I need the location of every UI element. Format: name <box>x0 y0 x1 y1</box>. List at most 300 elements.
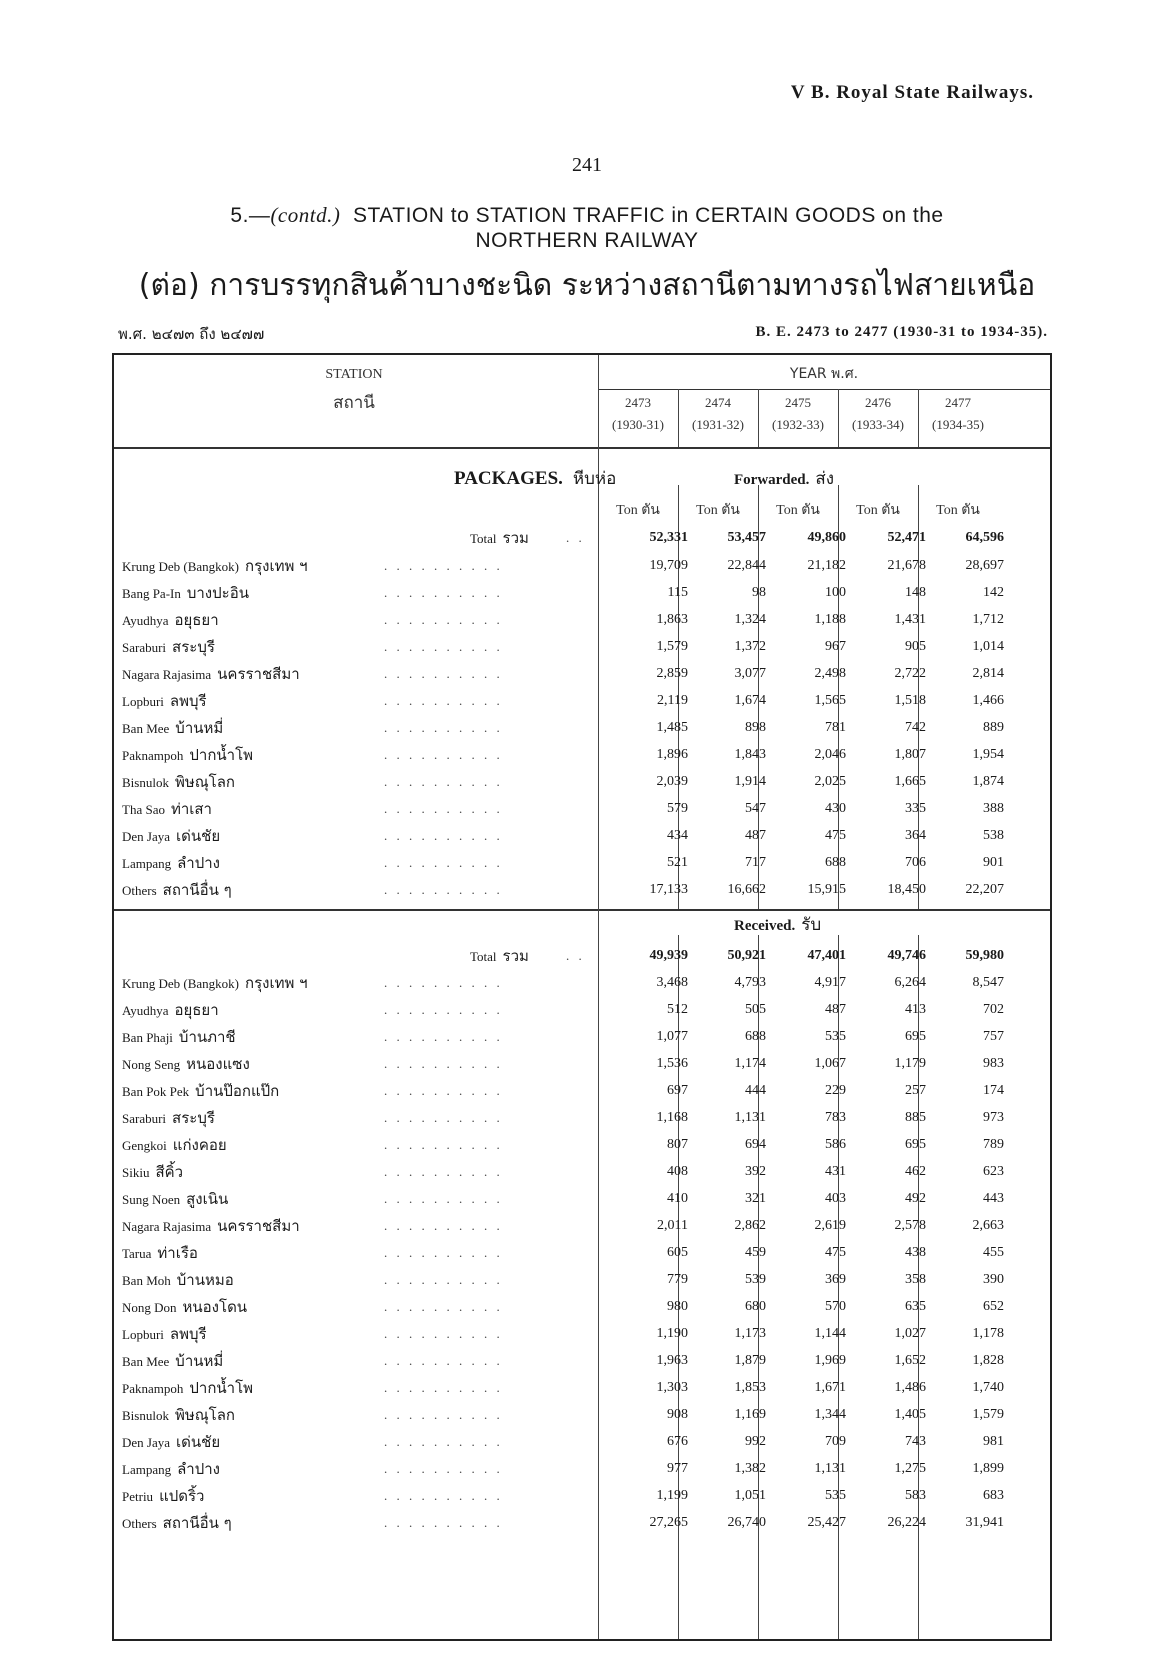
station-name-th: แปดริ้ว <box>159 1487 205 1505</box>
value-cell: 688 <box>745 1029 766 1044</box>
station-name-en: Saraburi <box>122 1111 167 1126</box>
year-be: 2474 <box>705 395 731 410</box>
leader-dots: . . . . . . . . . . <box>384 1326 503 1341</box>
station-name-th: เด่นชัย <box>176 1433 221 1451</box>
leader-dots: . . . . . . . . . . <box>384 1353 503 1368</box>
value-cell: 779 <box>667 1272 688 1287</box>
value-cell: 1,914 <box>734 774 766 789</box>
value-cell: 15,915 <box>807 882 846 897</box>
value-cell: 697 <box>667 1083 688 1098</box>
leader-dots: . . . . . . . . . . <box>384 1056 503 1071</box>
value-cell: 27,265 <box>649 1515 688 1530</box>
value-cell: 25,427 <box>807 1515 846 1530</box>
station-name-th: สระบุรี <box>172 638 215 656</box>
unit-label: Ton ตัน <box>616 503 660 518</box>
station-name-en: Paknampoh <box>122 748 184 763</box>
unit-label: Ton ตัน <box>856 503 900 518</box>
value-cell: 1,131 <box>734 1110 766 1125</box>
station-name <box>122 1458 220 1480</box>
value-cell: 512 <box>667 1002 688 1017</box>
value-cell: 898 <box>745 720 766 735</box>
station-name-th: ท่าเสา <box>170 800 212 818</box>
year-header: YEAR พ.ศ. <box>789 366 859 382</box>
total-cell: 50,921 <box>727 948 766 963</box>
packages-label-en: PACKAGES. <box>454 468 563 489</box>
received-section-label <box>734 911 821 938</box>
total-cell: 49,939 <box>649 948 688 963</box>
station-name-en: Sikiu <box>122 1165 150 1180</box>
value-cell: 1,188 <box>814 612 846 627</box>
total-label-en: Total <box>470 949 497 964</box>
station-name-en: Lampang <box>122 856 172 871</box>
leader-dots: . . . . . . . . . . <box>384 1137 503 1152</box>
value-cell: 980 <box>667 1299 688 1314</box>
value-cell: 487 <box>825 1002 846 1017</box>
value-cell: 908 <box>667 1407 688 1422</box>
leader-dots: . . . . . . . . . . <box>384 1029 503 1044</box>
value-cell: 1,518 <box>894 693 926 708</box>
year-be: 2473 <box>625 395 651 410</box>
value-cell: 1,740 <box>972 1380 1004 1395</box>
station-name-th: สถานีอื่น ๆ <box>162 1514 232 1532</box>
station-name <box>122 1026 236 1048</box>
total-label <box>470 527 529 549</box>
total-dots: . . <box>566 948 585 963</box>
value-cell: 623 <box>983 1164 1004 1179</box>
forwarded-section-label <box>734 465 834 492</box>
total-cell: 64,596 <box>965 530 1004 545</box>
value-cell: 535 <box>825 1029 846 1044</box>
station-name-th: นครราชสีมา <box>217 1217 300 1235</box>
value-cell: 392 <box>745 1164 766 1179</box>
value-cell: 115 <box>667 585 688 600</box>
leader-dots: . . . . . . . . . . <box>384 720 503 735</box>
station-name-th: บ้านภาชี <box>178 1028 236 1046</box>
value-cell: 521 <box>667 855 688 870</box>
value-cell: 2,498 <box>814 666 846 681</box>
value-cell: 1,899 <box>972 1461 1004 1476</box>
value-cell: 652 <box>983 1299 1004 1314</box>
value-cell: 18,450 <box>887 882 926 897</box>
station-name-th: พิษณุโลก <box>174 773 235 791</box>
value-cell: 1,169 <box>734 1407 766 1422</box>
value-cell: 21,678 <box>887 558 926 573</box>
value-cell: 492 <box>905 1191 926 1206</box>
value-cell: 26,740 <box>727 1515 766 1530</box>
station-name-th: ลพบุรี <box>169 1325 207 1343</box>
leader-dots: . . . . . . . . . . <box>384 1380 503 1395</box>
station-name <box>122 798 212 820</box>
station-name <box>122 1242 198 1264</box>
value-cell: 21,182 <box>807 558 846 573</box>
value-cell: 22,844 <box>727 558 766 573</box>
station-name <box>122 972 308 994</box>
value-cell: 1,843 <box>734 747 766 762</box>
value-cell: 1,828 <box>972 1353 1004 1368</box>
received-label-en: Received. <box>734 918 796 934</box>
leader-dots: . . . . . . . . . . <box>384 1083 503 1098</box>
station-name-en: Nong Seng <box>122 1057 181 1072</box>
value-cell: 17,133 <box>649 882 688 897</box>
station-name-en: Krung Deb (Bangkok) <box>122 559 239 574</box>
station-name-en: Gengkoi <box>122 1138 167 1153</box>
total-label-th: รวม <box>502 947 529 965</box>
station-name-th: พิษณุโลก <box>174 1406 235 1424</box>
station-name-en: Ban Pok Pek <box>122 1084 190 1099</box>
running-head: V B. Royal State Railways. <box>790 82 1034 103</box>
value-cell: 789 <box>983 1137 1004 1152</box>
value-cell: 462 <box>905 1164 926 1179</box>
value-cell: 2,814 <box>972 666 1004 681</box>
station-name-en: Ban Mee <box>122 1354 170 1369</box>
value-cell: 889 <box>983 720 1004 735</box>
leader-dots: . . . . . . . . . . <box>384 639 503 654</box>
unit-label: Ton ตัน <box>936 503 980 518</box>
value-cell: 1,199 <box>656 1488 688 1503</box>
station-name <box>122 1377 253 1399</box>
station-name-th: สูงเนิน <box>186 1190 229 1208</box>
value-cell: 605 <box>667 1245 688 1260</box>
received-label-th: รับ <box>801 915 822 935</box>
station-name <box>122 1215 300 1237</box>
value-cell: 743 <box>905 1434 926 1449</box>
value-cell: 2,663 <box>972 1218 1004 1233</box>
value-cell: 1,051 <box>734 1488 766 1503</box>
value-cell: 3,077 <box>734 666 766 681</box>
total-cell: 59,980 <box>965 948 1004 963</box>
value-cell: 431 <box>825 1164 846 1179</box>
value-cell: 1,674 <box>734 693 766 708</box>
value-cell: 1,344 <box>814 1407 846 1422</box>
station-name <box>122 609 219 631</box>
station-name <box>122 1350 223 1372</box>
station-name-en: Lopburi <box>122 694 164 709</box>
station-name <box>122 1188 228 1210</box>
value-cell: 31,941 <box>965 1515 1004 1530</box>
station-name-en: Nagara Rajasima <box>122 667 212 682</box>
station-name-th: เด่นชัย <box>176 827 221 845</box>
unit-label: Ton ตัน <box>696 503 740 518</box>
value-cell: 583 <box>905 1488 926 1503</box>
value-cell: 981 <box>983 1434 1004 1449</box>
station-name-th: ลำปาง <box>177 854 220 872</box>
title-contd: (contd.) <box>270 203 341 227</box>
total-cell: 52,471 <box>887 530 926 545</box>
value-cell: 1,303 <box>656 1380 688 1395</box>
value-cell: 410 <box>667 1191 688 1206</box>
total-cell: 49,746 <box>887 948 926 963</box>
leader-dots: . . . . . . . . . . <box>384 1515 503 1530</box>
value-cell: 676 <box>667 1434 688 1449</box>
station-name-th: อยุธยา <box>174 1001 219 1019</box>
value-cell: 547 <box>745 801 766 816</box>
value-cell: 3,468 <box>656 975 688 990</box>
station-name-th: หนองโดน <box>182 1298 248 1316</box>
value-cell: 1,174 <box>734 1056 766 1071</box>
station-name-en: Bang Pa-In <box>122 586 181 601</box>
station-name <box>122 636 215 658</box>
station-name-en: Tarua <box>122 1246 152 1261</box>
value-cell: 443 <box>983 1191 1004 1206</box>
value-cell: 1,874 <box>972 774 1004 789</box>
station-name <box>122 1053 250 1075</box>
leader-dots: . . . . . . . . . . <box>384 1110 503 1125</box>
leader-dots: . . . . . . . . . . <box>384 612 503 627</box>
title-english-line-1 <box>0 203 1174 228</box>
station-name-th: ท่าเรือ <box>157 1244 198 1262</box>
value-cell: 408 <box>667 1164 688 1179</box>
value-cell: 783 <box>825 1110 846 1125</box>
station-name <box>122 825 220 847</box>
value-cell: 100 <box>825 585 846 600</box>
station-name <box>122 582 249 604</box>
value-cell: 807 <box>667 1137 688 1152</box>
subtitle-english: B. E. 2473 to 2477 (1930-31 to 1934-35). <box>755 324 1048 340</box>
value-cell: 1,178 <box>972 1326 1004 1341</box>
value-cell: 1,144 <box>814 1326 846 1341</box>
leader-dots: . . . . . . . . . . <box>384 1218 503 1233</box>
station-name <box>122 690 207 712</box>
value-cell: 742 <box>905 720 926 735</box>
value-cell: 1,652 <box>894 1353 926 1368</box>
value-cell: 1,486 <box>894 1380 926 1395</box>
value-cell: 570 <box>825 1299 846 1314</box>
year-ce: (1931-32) <box>692 417 744 432</box>
value-cell: 335 <box>905 801 926 816</box>
header-bottom-rule <box>114 447 1050 449</box>
value-cell: 459 <box>745 1245 766 1260</box>
leader-dots: . . . . . . . . . . <box>384 1407 503 1422</box>
value-cell: 695 <box>905 1029 926 1044</box>
value-cell: 438 <box>905 1245 926 1260</box>
value-cell: 1,963 <box>656 1353 688 1368</box>
leader-dots: . . . . . . . . . . <box>384 882 503 897</box>
station-name <box>122 1323 207 1345</box>
leader-dots: . . . . . . . . . . <box>384 1434 503 1449</box>
value-cell: 535 <box>825 1488 846 1503</box>
year-ce: (1932-33) <box>772 417 824 432</box>
value-cell: 19,709 <box>649 558 688 573</box>
station-name-en: Ban Mee <box>122 721 170 736</box>
station-name-en: Ban Moh <box>122 1273 171 1288</box>
forwarded-label-th: ส่ง <box>815 469 835 489</box>
value-cell: 538 <box>983 828 1004 843</box>
value-cell: 2,859 <box>656 666 688 681</box>
station-name-en: Den Jaya <box>122 1435 171 1450</box>
year-be: 2475 <box>785 395 811 410</box>
station-name <box>122 663 300 685</box>
station-name-en: Petriu <box>122 1489 154 1504</box>
year-ce: (1934-35) <box>932 417 984 432</box>
value-cell: 757 <box>983 1029 1004 1044</box>
leader-dots: . . . . . . . . . . <box>384 1461 503 1476</box>
value-cell: 1,190 <box>656 1326 688 1341</box>
station-name <box>122 999 219 1021</box>
station-name-th: หนองแซง <box>186 1055 250 1073</box>
station-name-en: Krung Deb (Bangkok) <box>122 976 239 991</box>
value-cell: 1,671 <box>814 1380 846 1395</box>
value-cell: 1,879 <box>734 1353 766 1368</box>
station-name-th: ลำปาง <box>177 1460 220 1478</box>
value-cell: 257 <box>905 1083 926 1098</box>
station-name-en: Bisnulok <box>122 775 169 790</box>
value-cell: 1,712 <box>972 612 1004 627</box>
station-name <box>122 1431 220 1453</box>
station-name <box>122 1485 204 1507</box>
station-name-th: สถานีอื่น ๆ <box>162 881 232 899</box>
leader-dots: . . . . . . . . . . <box>384 1164 503 1179</box>
station-name <box>122 1404 235 1426</box>
station-name-th: บ้านหมี่ <box>175 1352 224 1370</box>
value-cell: 2,619 <box>814 1218 846 1233</box>
section-divider-rule <box>114 909 1050 911</box>
value-cell: 8,547 <box>972 975 1004 990</box>
value-cell: 781 <box>825 720 846 735</box>
packages-label-th: หีบห่อ <box>572 469 617 489</box>
station-name-en: Ayudhya <box>122 613 169 628</box>
value-cell: 1,896 <box>656 747 688 762</box>
value-cell: 1,131 <box>814 1461 846 1476</box>
station-name-th: สีคิ้ว <box>155 1163 184 1181</box>
value-cell: 1,431 <box>894 612 926 627</box>
value-cell: 694 <box>745 1137 766 1152</box>
value-cell: 1,168 <box>656 1110 688 1125</box>
leader-dots: . . . . . . . . . . <box>384 1488 503 1503</box>
leader-dots: . . . . . . . . . . <box>384 558 503 573</box>
value-cell: 680 <box>745 1299 766 1314</box>
total-cell: 47,401 <box>807 948 846 963</box>
value-cell: 475 <box>825 828 846 843</box>
station-name-th: อยุธยา <box>174 611 219 629</box>
station-name-th: ปากน้ำโพ <box>189 746 254 764</box>
value-cell: 22,207 <box>965 882 1004 897</box>
value-cell: 709 <box>825 1434 846 1449</box>
value-cell: 983 <box>983 1056 1004 1071</box>
traffic-table <box>112 353 1052 1641</box>
station-name-th: นครราชสีมา <box>217 665 300 683</box>
title-thai: (ต่อ) การบรรทุกสินค้าบางชะนิด ระหว่างสถานีตามทางรถไฟสายเหนือ <box>138 268 1036 303</box>
station-name-en: Sung Noen <box>122 1192 181 1207</box>
value-cell: 358 <box>905 1272 926 1287</box>
station-name <box>122 771 235 793</box>
total-cell: 52,331 <box>649 530 688 545</box>
title-prefix: 5.— <box>230 204 271 227</box>
value-cell: 4,917 <box>814 975 846 990</box>
station-name-en: Saraburi <box>122 640 167 655</box>
value-cell: 364 <box>905 828 926 843</box>
station-name <box>122 1161 183 1183</box>
value-cell: 1,565 <box>814 693 846 708</box>
station-name <box>122 744 253 766</box>
total-cell: 49,860 <box>807 530 846 545</box>
value-cell: 702 <box>983 1002 1004 1017</box>
leader-dots: . . . . . . . . . . <box>384 1002 503 1017</box>
value-cell: 28,697 <box>965 558 1004 573</box>
leader-dots: . . . . . . . . . . <box>384 828 503 843</box>
value-cell: 683 <box>983 1488 1004 1503</box>
value-cell: 2,046 <box>814 747 846 762</box>
leader-dots: . . . . . . . . . . <box>384 1299 503 1314</box>
year-be: 2476 <box>865 395 891 410</box>
packages-label <box>454 465 616 492</box>
value-cell: 1,179 <box>894 1056 926 1071</box>
value-cell: 455 <box>983 1245 1004 1260</box>
value-cell: 885 <box>905 1110 926 1125</box>
total-label-en: Total <box>470 531 497 546</box>
value-cell: 444 <box>745 1083 766 1098</box>
station-name-th: แก่งคอย <box>172 1136 227 1154</box>
leader-dots: . . . . . . . . . . <box>384 1272 503 1287</box>
value-cell: 688 <box>825 855 846 870</box>
leader-dots: . . . . . . . . . . <box>384 585 503 600</box>
table-content <box>114 355 1050 1639</box>
value-cell: 148 <box>905 585 926 600</box>
station-name-en: Tha Sao <box>122 802 165 817</box>
value-cell: 635 <box>905 1299 926 1314</box>
value-cell: 369 <box>825 1272 846 1287</box>
value-cell: 1,579 <box>656 639 688 654</box>
value-cell: 1,807 <box>894 747 926 762</box>
value-cell: 388 <box>983 801 1004 816</box>
value-cell: 992 <box>745 1434 766 1449</box>
leader-dots: . . . . . . . . . . <box>384 666 503 681</box>
station-name-th: บ้านป๊อกแป๊ก <box>195 1082 280 1100</box>
value-cell: 1,077 <box>656 1029 688 1044</box>
station-name <box>122 717 223 739</box>
value-cell: 98 <box>752 585 766 600</box>
value-cell: 586 <box>825 1137 846 1152</box>
station-name-th: ปากน้ำโพ <box>189 1379 254 1397</box>
value-cell: 2,578 <box>894 1218 926 1233</box>
station-header-thai: สถานี <box>333 393 375 413</box>
station-name-en: Ban Phaji <box>122 1030 173 1045</box>
station-name <box>122 1512 232 1534</box>
value-cell: 505 <box>745 1002 766 1017</box>
title-text: STATION to STATION TRAFFIC in CERTAIN GOODS on the <box>353 204 944 227</box>
total-label <box>470 945 529 967</box>
station-name-en: Nagara Rajasima <box>122 1219 212 1234</box>
value-cell: 6,264 <box>894 975 926 990</box>
leader-dots: . . . . . . . . . . <box>384 693 503 708</box>
value-cell: 487 <box>745 828 766 843</box>
station-name-th: บ้านหมอ <box>176 1271 234 1289</box>
station-name-en: Bisnulok <box>122 1408 169 1423</box>
value-cell: 2,722 <box>894 666 926 681</box>
page-number: 241 <box>572 154 602 176</box>
station-name-th: ลพบุรี <box>169 692 207 710</box>
value-cell: 1,324 <box>734 612 766 627</box>
station-name-th: บางปะอิน <box>186 584 249 602</box>
total-label-th: รวม <box>502 529 529 547</box>
value-cell: 1,485 <box>656 720 688 735</box>
station-name-en: Lampang <box>122 1462 172 1477</box>
value-cell: 4,793 <box>734 975 766 990</box>
value-cell: 2,011 <box>657 1218 688 1233</box>
value-cell: 579 <box>667 801 688 816</box>
station-name <box>122 852 220 874</box>
value-cell: 1,863 <box>656 612 688 627</box>
station-name <box>122 1107 215 1129</box>
value-cell: 1,014 <box>972 639 1004 654</box>
value-cell: 2,119 <box>657 693 688 708</box>
forwarded-label-en: Forwarded. <box>734 472 810 488</box>
station-name-en: Ayudhya <box>122 1003 169 1018</box>
value-cell: 1,275 <box>894 1461 926 1476</box>
station-name-en: Paknampoh <box>122 1381 184 1396</box>
value-cell: 901 <box>983 855 1004 870</box>
station-name-en: Nong Don <box>122 1300 177 1315</box>
value-cell: 539 <box>745 1272 766 1287</box>
